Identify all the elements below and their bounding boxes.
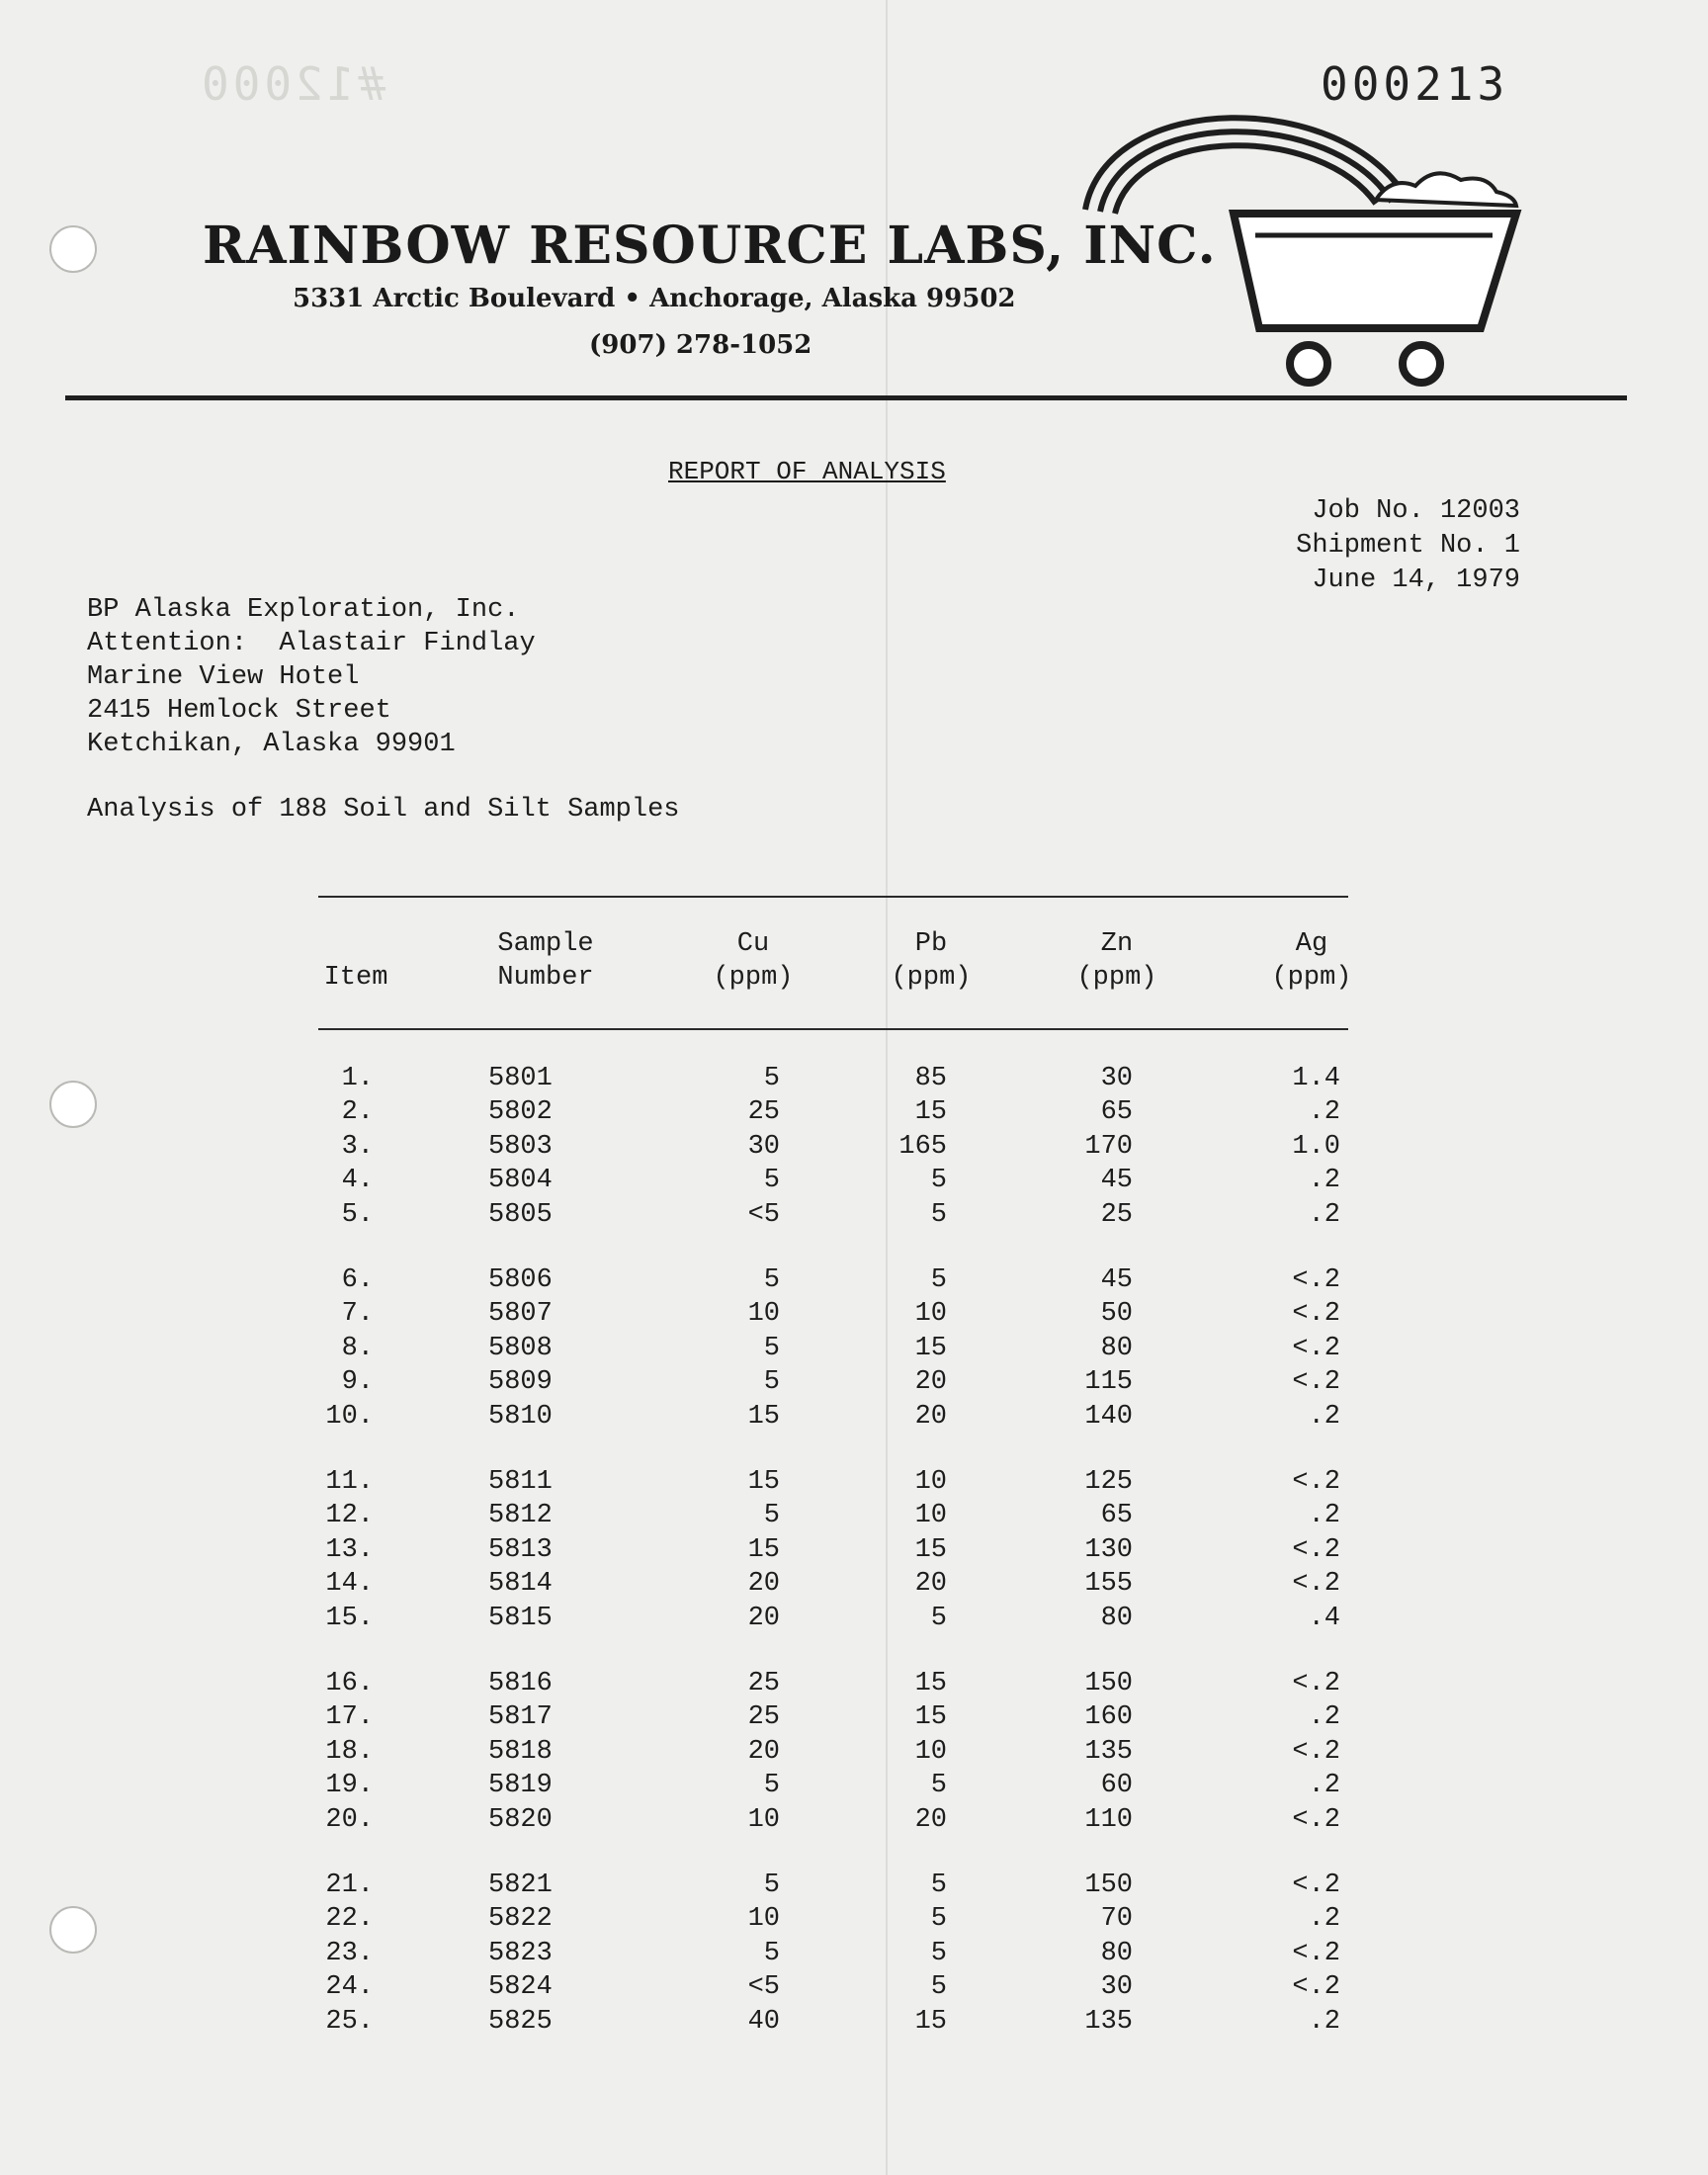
cell-zn-ppm: 80: [1100, 1603, 1133, 1633]
cell-sample-number: 5825: [488, 2006, 553, 2037]
cell-cu-ppm: 30: [747, 1131, 780, 1162]
cell-pb-ppm: 20: [914, 1804, 947, 1835]
cell-sample-number: 5812: [488, 1501, 553, 1531]
cell-sample-number: 5824: [488, 1972, 553, 2003]
cell-ag-ppm: <.2: [1292, 1804, 1340, 1835]
company-phone: (907) 278-1052: [589, 330, 812, 360]
cell-zn-ppm: 80: [1100, 1938, 1133, 1968]
cell-cu-ppm: 5: [763, 1501, 780, 1531]
cell-sample-number: 5810: [488, 1401, 553, 1432]
cell-pb-ppm: 20: [914, 1401, 947, 1432]
cell-item: 18.: [325, 1736, 374, 1767]
cell-ag-ppm: <.2: [1292, 1534, 1340, 1565]
cell-ag-ppm: <.2: [1292, 1569, 1340, 1600]
column-header-line2: Number: [497, 963, 594, 993]
cell-pb-ppm: 15: [914, 2006, 947, 2037]
cell-zn-ppm: 60: [1100, 1771, 1133, 1801]
cell-item: 12.: [325, 1501, 374, 1531]
cell-ag-ppm: .2: [1308, 1097, 1340, 1128]
table-header-rule: [318, 1028, 1348, 1030]
cell-pb-ppm: 5: [930, 1904, 947, 1935]
cell-cu-ppm: 5: [763, 1064, 780, 1093]
column-header-line2: (ppm): [713, 963, 794, 993]
cell-pb-ppm: 5: [930, 1771, 947, 1801]
cell-zn-ppm: 125: [1084, 1467, 1133, 1497]
cell-ag-ppm: <.2: [1292, 1870, 1340, 1900]
cell-item: 25.: [325, 2006, 374, 2037]
cell-cu-ppm: 5: [763, 1870, 780, 1900]
cell-item: 11.: [325, 1467, 374, 1497]
cell-cu-ppm: 25: [747, 1097, 780, 1128]
cell-ag-ppm: <.2: [1292, 1972, 1340, 2003]
cell-ag-ppm: .2: [1308, 1401, 1340, 1432]
cell-zn-ppm: 65: [1100, 1097, 1133, 1128]
cell-ag-ppm: <.2: [1292, 1265, 1340, 1295]
cell-ag-ppm: <.2: [1292, 1367, 1340, 1398]
cell-ag-ppm: <.2: [1292, 1938, 1340, 1968]
job-number: Job No. 12003: [1312, 496, 1520, 526]
cell-sample-number: 5815: [488, 1603, 553, 1633]
cell-zn-ppm: 50: [1100, 1299, 1133, 1330]
cell-sample-number: 5802: [488, 1097, 553, 1128]
addressee-city: Ketchikan, Alaska 99901: [87, 730, 456, 759]
column-header-line1: Zn: [1100, 929, 1134, 959]
cell-item: 2.: [341, 1097, 374, 1128]
cell-cu-ppm: <5: [747, 1972, 780, 2003]
cell-zn-ppm: 170: [1084, 1131, 1133, 1162]
cell-pb-ppm: 15: [914, 1702, 947, 1733]
column-header-line1: Sample: [497, 929, 594, 959]
cell-pb-ppm: 5: [930, 1603, 947, 1633]
cell-item: 4.: [341, 1166, 374, 1196]
cell-sample-number: 5813: [488, 1534, 553, 1565]
report-title: REPORT OF ANALYSIS: [668, 457, 946, 486]
cell-zn-ppm: 135: [1084, 2006, 1133, 2037]
cell-zn-ppm: 45: [1100, 1265, 1133, 1295]
cell-pb-ppm: 15: [914, 1669, 947, 1698]
cell-zn-ppm: 30: [1100, 1064, 1133, 1093]
cell-zn-ppm: 110: [1084, 1804, 1133, 1835]
rainbow-ore-cart-logo: [1068, 69, 1542, 395]
column-header-cu-ppm: [674, 927, 832, 995]
cell-item: 19.: [325, 1771, 374, 1801]
cell-zn-ppm: 25: [1100, 1199, 1133, 1230]
cell-ag-ppm: <.2: [1292, 1333, 1340, 1363]
cell-pb-ppm: 5: [930, 1972, 947, 2003]
cell-zn-ppm: 160: [1084, 1702, 1133, 1733]
cell-pb-ppm: 5: [930, 1870, 947, 1900]
cell-item: 3.: [341, 1131, 374, 1162]
cell-cu-ppm: 10: [747, 1299, 780, 1330]
table-top-rule: [318, 896, 1348, 898]
cell-cu-ppm: 20: [747, 1603, 780, 1633]
cell-sample-number: 5816: [488, 1669, 553, 1698]
cell-sample-number: 5823: [488, 1938, 553, 1968]
column-header-sample-number: [467, 927, 625, 995]
column-header-ag-ppm: [1233, 927, 1391, 995]
cell-cu-ppm: 10: [747, 1904, 780, 1935]
cell-zn-ppm: 140: [1084, 1401, 1133, 1432]
cell-cu-ppm: 25: [747, 1702, 780, 1733]
cell-item: 23.: [325, 1938, 374, 1968]
cell-cu-ppm: 5: [763, 1265, 780, 1295]
cell-zn-ppm: 65: [1100, 1501, 1133, 1531]
cell-sample-number: 5811: [488, 1467, 553, 1497]
cell-cu-ppm: <5: [747, 1199, 780, 1230]
letterhead-rule: [65, 395, 1627, 400]
cell-item: 13.: [325, 1534, 374, 1565]
cell-sample-number: 5803: [488, 1131, 553, 1162]
cell-sample-number: 5807: [488, 1299, 553, 1330]
cell-pb-ppm: 15: [914, 1333, 947, 1363]
cell-sample-number: 5819: [488, 1771, 553, 1801]
cell-pb-ppm: 10: [914, 1736, 947, 1767]
cell-ag-ppm: .2: [1308, 1166, 1340, 1196]
shipment-number: Shipment No. 1: [1296, 531, 1520, 561]
cell-pb-ppm: 10: [914, 1501, 947, 1531]
cell-ag-ppm: .2: [1308, 1702, 1340, 1733]
cell-sample-number: 5820: [488, 1804, 553, 1835]
cell-cu-ppm: 40: [747, 2006, 780, 2037]
cell-sample-number: 5805: [488, 1199, 553, 1230]
cell-cu-ppm: 5: [763, 1367, 780, 1398]
cell-ag-ppm: .2: [1308, 2006, 1340, 2037]
cell-cu-ppm: 5: [763, 1333, 780, 1363]
column-header-item: [277, 927, 435, 995]
cell-cu-ppm: 20: [747, 1569, 780, 1600]
cell-item: 1.: [341, 1064, 374, 1093]
punch-hole-middle: [49, 1081, 97, 1128]
cell-pb-ppm: 85: [914, 1064, 947, 1093]
column-header-line1: Ag: [1295, 929, 1328, 959]
cell-item: 10.: [325, 1401, 374, 1432]
cell-ag-ppm: .2: [1308, 1904, 1340, 1935]
cell-sample-number: 5806: [488, 1265, 553, 1295]
cell-item: 21.: [325, 1870, 374, 1900]
cell-cu-ppm: 15: [747, 1534, 780, 1565]
punch-hole-top: [49, 225, 97, 273]
cell-zn-ppm: 130: [1084, 1534, 1133, 1565]
cell-cu-ppm: 25: [747, 1669, 780, 1698]
cell-sample-number: 5808: [488, 1333, 553, 1363]
cell-item: 14.: [325, 1569, 374, 1600]
company-address: 5331 Arctic Boulevard • Anchorage, Alaska 99502: [293, 284, 1016, 313]
cell-item: 22.: [325, 1904, 374, 1935]
addressee-attention: Attention: Alastair Findlay: [87, 629, 536, 658]
cell-pb-ppm: 20: [914, 1367, 947, 1398]
company-name: RAINBOW RESOURCE LABS, INC.: [203, 216, 1217, 276]
cell-zn-ppm: 45: [1100, 1166, 1133, 1196]
cell-cu-ppm: 10: [747, 1804, 780, 1835]
analysis-summary: Analysis of 188 Soil and Silt Samples: [87, 795, 680, 825]
cell-pb-ppm: 165: [898, 1131, 947, 1162]
cell-sample-number: 5821: [488, 1870, 553, 1900]
column-header-line1: Cu: [736, 929, 770, 959]
cell-ag-ppm: .4: [1308, 1603, 1340, 1633]
page-fold: [886, 0, 888, 2175]
cell-item: 16.: [325, 1669, 374, 1698]
cell-sample-number: 5822: [488, 1904, 553, 1935]
stamp-number: 000213: [1321, 57, 1509, 111]
cell-zn-ppm: 155: [1084, 1569, 1133, 1600]
column-header-line2: (ppm): [1076, 963, 1157, 993]
column-header-line1: [277, 927, 435, 961]
cell-item: 24.: [325, 1972, 374, 2003]
cell-item: 6.: [341, 1265, 374, 1295]
addressee-block: [87, 593, 536, 761]
cell-sample-number: 5814: [488, 1569, 553, 1600]
cell-cu-ppm: 5: [763, 1938, 780, 1968]
cell-sample-number: 5818: [488, 1736, 553, 1767]
column-header-line1: Pb: [914, 929, 948, 959]
cell-zn-ppm: 70: [1100, 1904, 1133, 1935]
cell-cu-ppm: 15: [747, 1467, 780, 1497]
cell-sample-number: 5804: [488, 1166, 553, 1196]
cell-pb-ppm: 20: [914, 1569, 947, 1600]
job-info: [1296, 494, 1520, 598]
cell-ag-ppm: <.2: [1292, 1669, 1340, 1698]
cell-pb-ppm: 10: [914, 1467, 947, 1497]
cell-item: 17.: [325, 1702, 374, 1733]
cell-pb-ppm: 5: [930, 1938, 947, 1968]
cell-cu-ppm: 5: [763, 1771, 780, 1801]
cell-zn-ppm: 150: [1084, 1870, 1133, 1900]
cell-zn-ppm: 80: [1100, 1333, 1133, 1363]
cell-ag-ppm: <.2: [1292, 1467, 1340, 1497]
cell-zn-ppm: 115: [1084, 1367, 1133, 1398]
cell-zn-ppm: 135: [1084, 1736, 1133, 1767]
cell-ag-ppm: .2: [1308, 1501, 1340, 1531]
cell-zn-ppm: 150: [1084, 1669, 1133, 1698]
column-header-line2: (ppm): [891, 963, 972, 993]
cell-zn-ppm: 30: [1100, 1972, 1133, 2003]
column-header-pb-ppm: [852, 927, 1010, 995]
report-date: June 14, 1979: [1312, 566, 1520, 595]
column-header-line2: Item: [323, 963, 388, 993]
cell-sample-number: 5809: [488, 1367, 553, 1398]
cell-pb-ppm: 5: [930, 1166, 947, 1196]
cell-item: 20.: [325, 1804, 374, 1835]
cell-ag-ppm: .2: [1308, 1199, 1340, 1230]
cell-pb-ppm: 10: [914, 1299, 947, 1330]
cell-item: 7.: [341, 1299, 374, 1330]
cell-item: 15.: [325, 1603, 374, 1633]
cell-sample-number: 5801: [488, 1064, 553, 1093]
cell-ag-ppm: 1.4: [1292, 1064, 1340, 1093]
punch-hole-bottom: [49, 1906, 97, 1954]
cell-pb-ppm: 5: [930, 1199, 947, 1230]
addressee-street: 2415 Hemlock Street: [87, 696, 391, 726]
addressee-hotel: Marine View Hotel: [87, 662, 360, 692]
cell-ag-ppm: <.2: [1292, 1736, 1340, 1767]
column-header-zn-ppm: [1038, 927, 1196, 995]
cell-cu-ppm: 5: [763, 1166, 780, 1196]
cell-pb-ppm: 15: [914, 1097, 947, 1128]
cell-pb-ppm: 15: [914, 1534, 947, 1565]
cell-sample-number: 5817: [488, 1702, 553, 1733]
addressee-company: BP Alaska Exploration, Inc.: [87, 595, 520, 625]
ghost-stamp-number: #12000: [198, 57, 386, 111]
cell-item: 5.: [341, 1199, 374, 1230]
cell-item: 8.: [341, 1333, 374, 1363]
cell-item: 9.: [341, 1367, 374, 1398]
cell-pb-ppm: 5: [930, 1265, 947, 1295]
cell-cu-ppm: 15: [747, 1401, 780, 1432]
cell-ag-ppm: .2: [1308, 1771, 1340, 1801]
cell-ag-ppm: 1.0: [1292, 1131, 1340, 1162]
cell-cu-ppm: 20: [747, 1736, 780, 1767]
cell-ag-ppm: <.2: [1292, 1299, 1340, 1330]
column-header-line2: (ppm): [1271, 963, 1352, 993]
